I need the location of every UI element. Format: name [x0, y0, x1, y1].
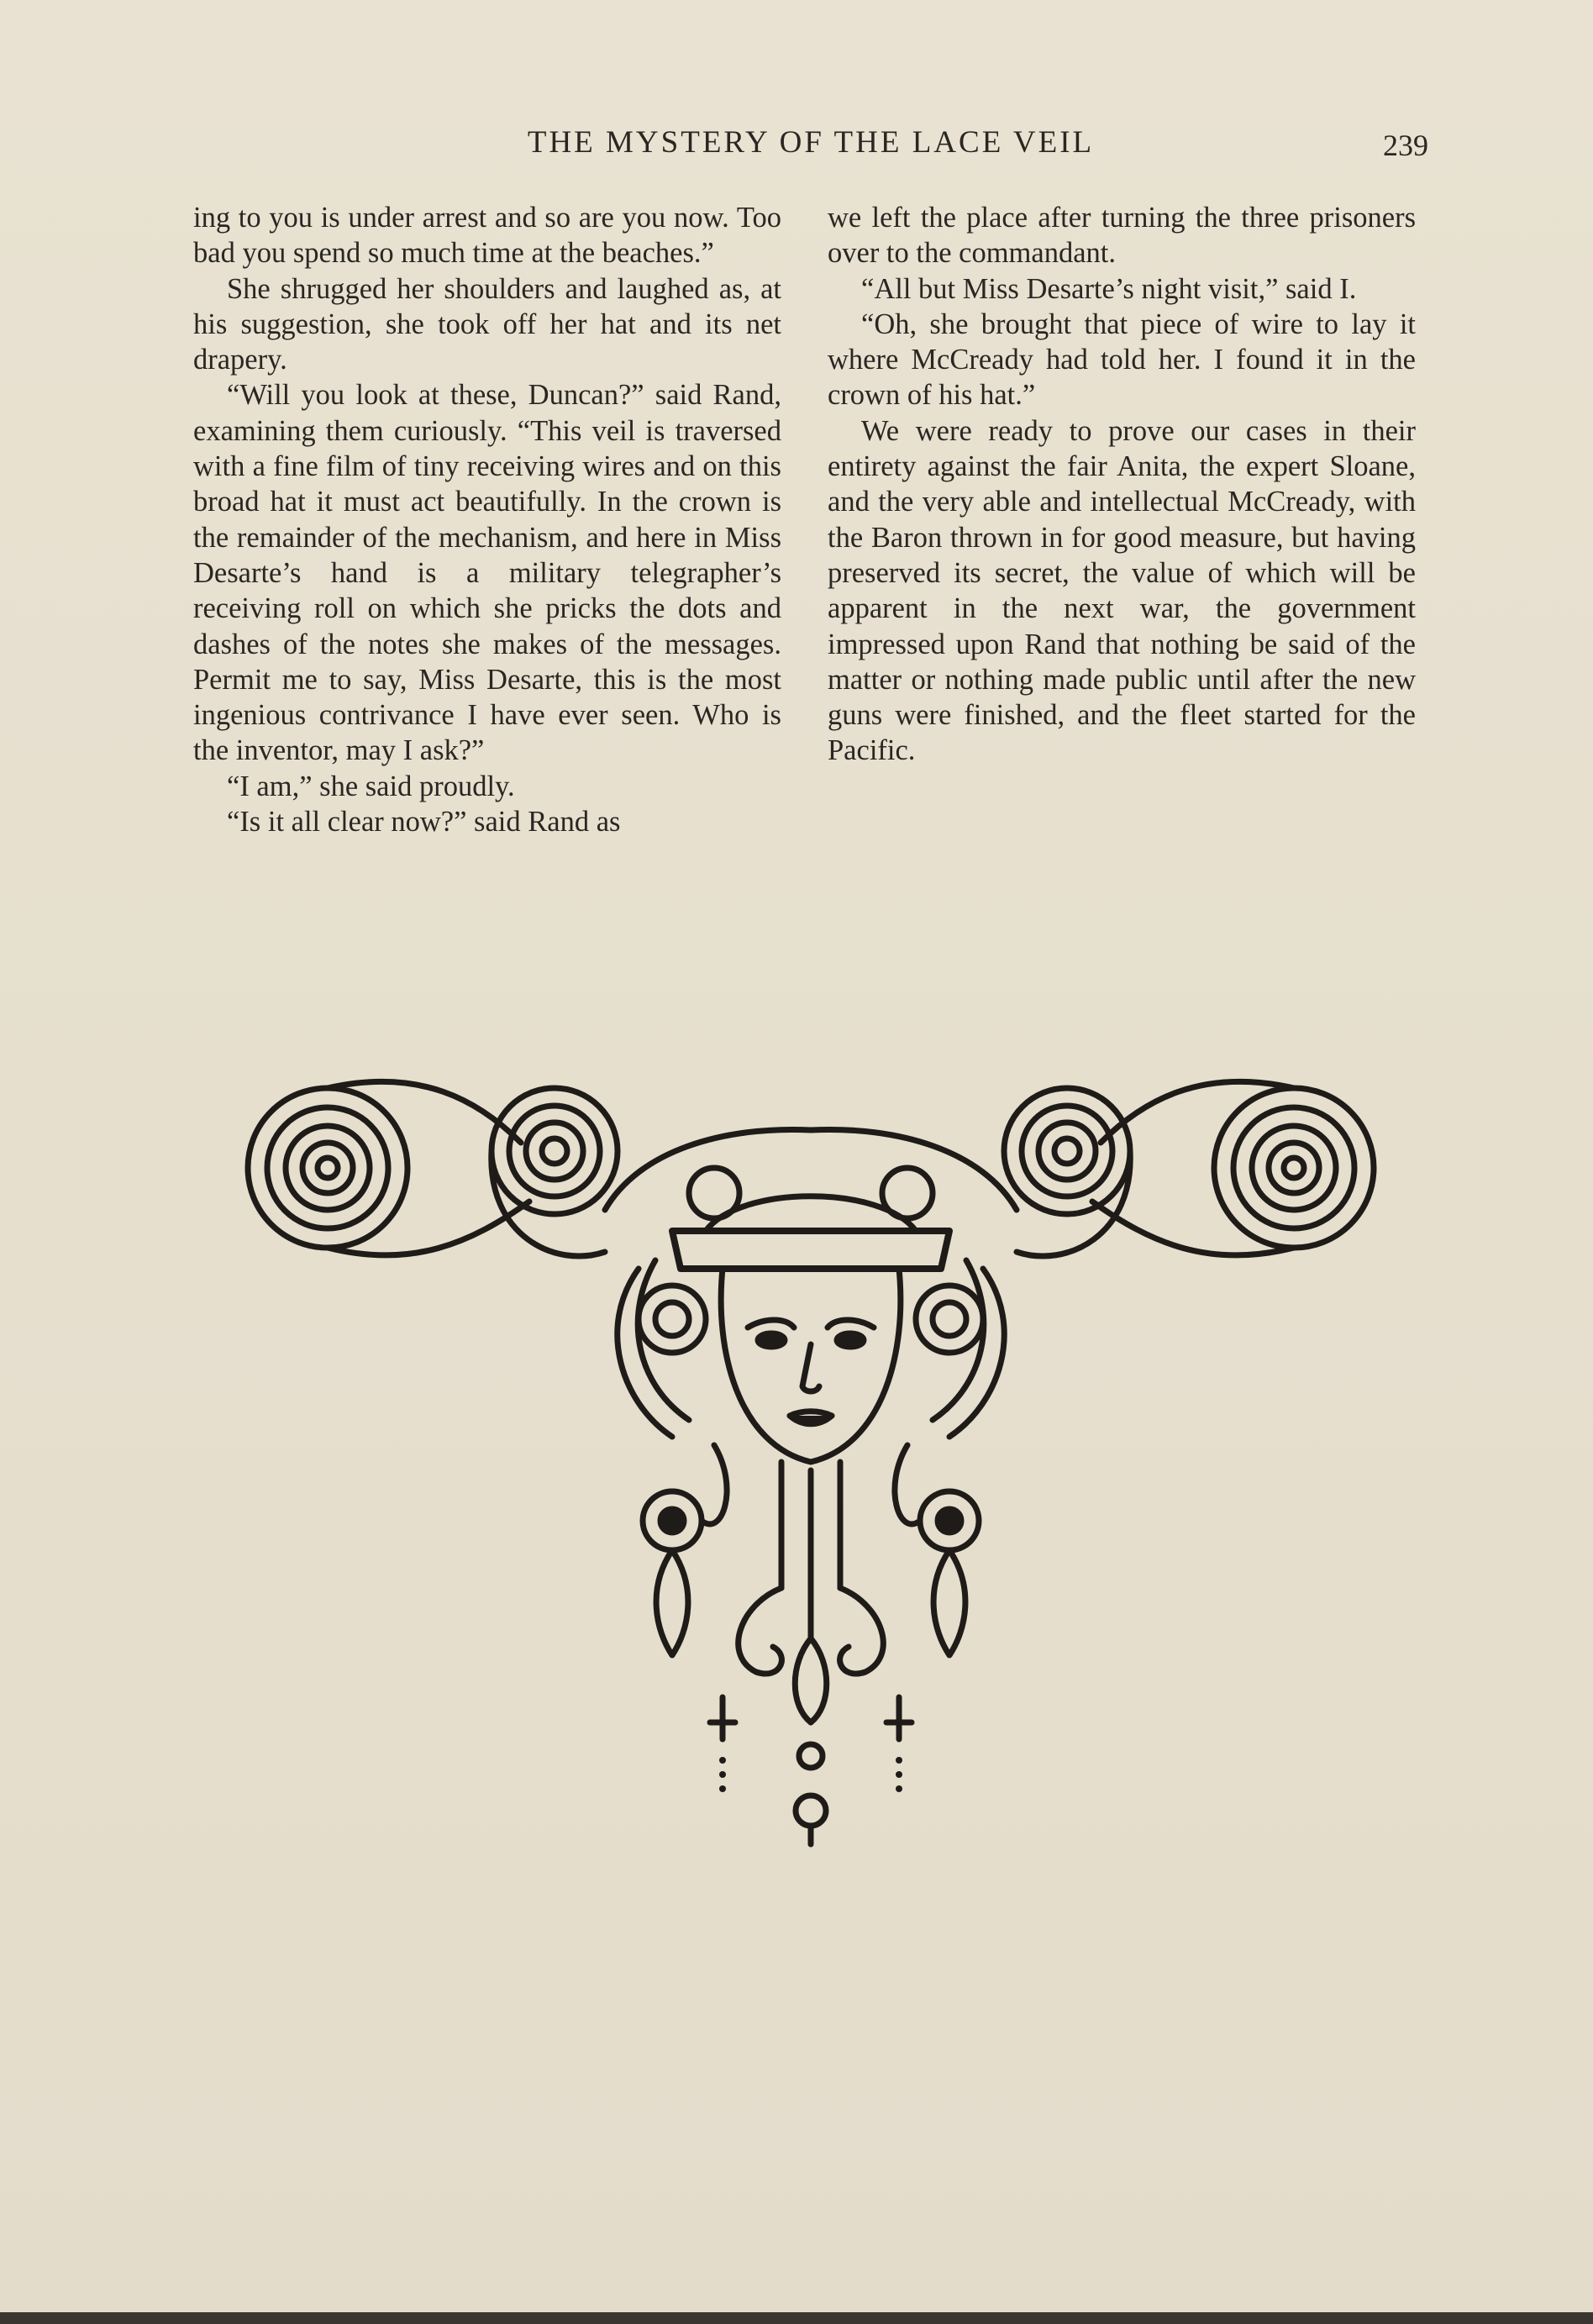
paragraph: She shrugged her shoulders and laughed as, at his suggestion, she took off her hat and its net drapery. [193, 272, 781, 376]
right-column [828, 200, 1416, 769]
left-column [193, 200, 781, 839]
art-nouveau-woman-head-ornament-icon [202, 1050, 1420, 1848]
paragraph: We were ready to prove our cases in their entirety against the fair Anita, the expert Sloane, and the very able and intellectual McCready, with the Baron thrown in for good measure, but having preserved its secret, the value of which will be apparent in the next war, the government impressed upon Rand that nothing be said of the matter or nothing made public until after the new guns were finished, and the fleet started for the Pacific. [828, 414, 1416, 767]
paragraph: “Will you look at these, Duncan?” said Rand, examining them curiously. “This veil is traversed with a fine film of tiny receiving wires and on this broad hat it must act beautifully. In the crown is the remainder of the mechanism, and here in Miss Desarte’s hand is a military telegrapher’s receiving roll on which she pricks the dots and dashes of the notes she makes of the messages. Permit me to say, Miss Desarte, this is the most ingenious contrivance I have ever seen. Who is the inventor, may I ask?” [193, 379, 781, 767]
paragraph: “Oh, she brought that piece of wire to lay it where McCready had told her. I found it in the crown of his hat.” [828, 308, 1416, 412]
right-inner-spiral-icon [1004, 1088, 1130, 1256]
paragraph: “I am,” she said proudly. [227, 770, 515, 802]
right-flower-icon [895, 1445, 979, 1655]
paragraph: “All but Miss Desarte’s night visit,” said I. [861, 272, 1357, 305]
paragraph: ing to you is under arrest and so are you now. Too bad you spend so much time at the beaches.” [193, 202, 781, 270]
face-icon [721, 1269, 901, 1462]
running-head [193, 124, 1428, 175]
running-title: THE MYSTERY OF THE LACE VEIL [527, 125, 1095, 160]
left-spiral-icon [248, 1081, 529, 1255]
right-spiral-icon [1092, 1081, 1374, 1255]
paragraph: we left the place after turning the three prisoners over to the commandant. [828, 202, 1416, 270]
page-number: 239 [1383, 129, 1428, 162]
left-flower-icon [643, 1445, 727, 1655]
page-bottom-edge [0, 2312, 1593, 2324]
paragraph: “Is it all clear now?” said Rand as [227, 806, 621, 839]
left-inner-spiral-icon [492, 1088, 618, 1256]
